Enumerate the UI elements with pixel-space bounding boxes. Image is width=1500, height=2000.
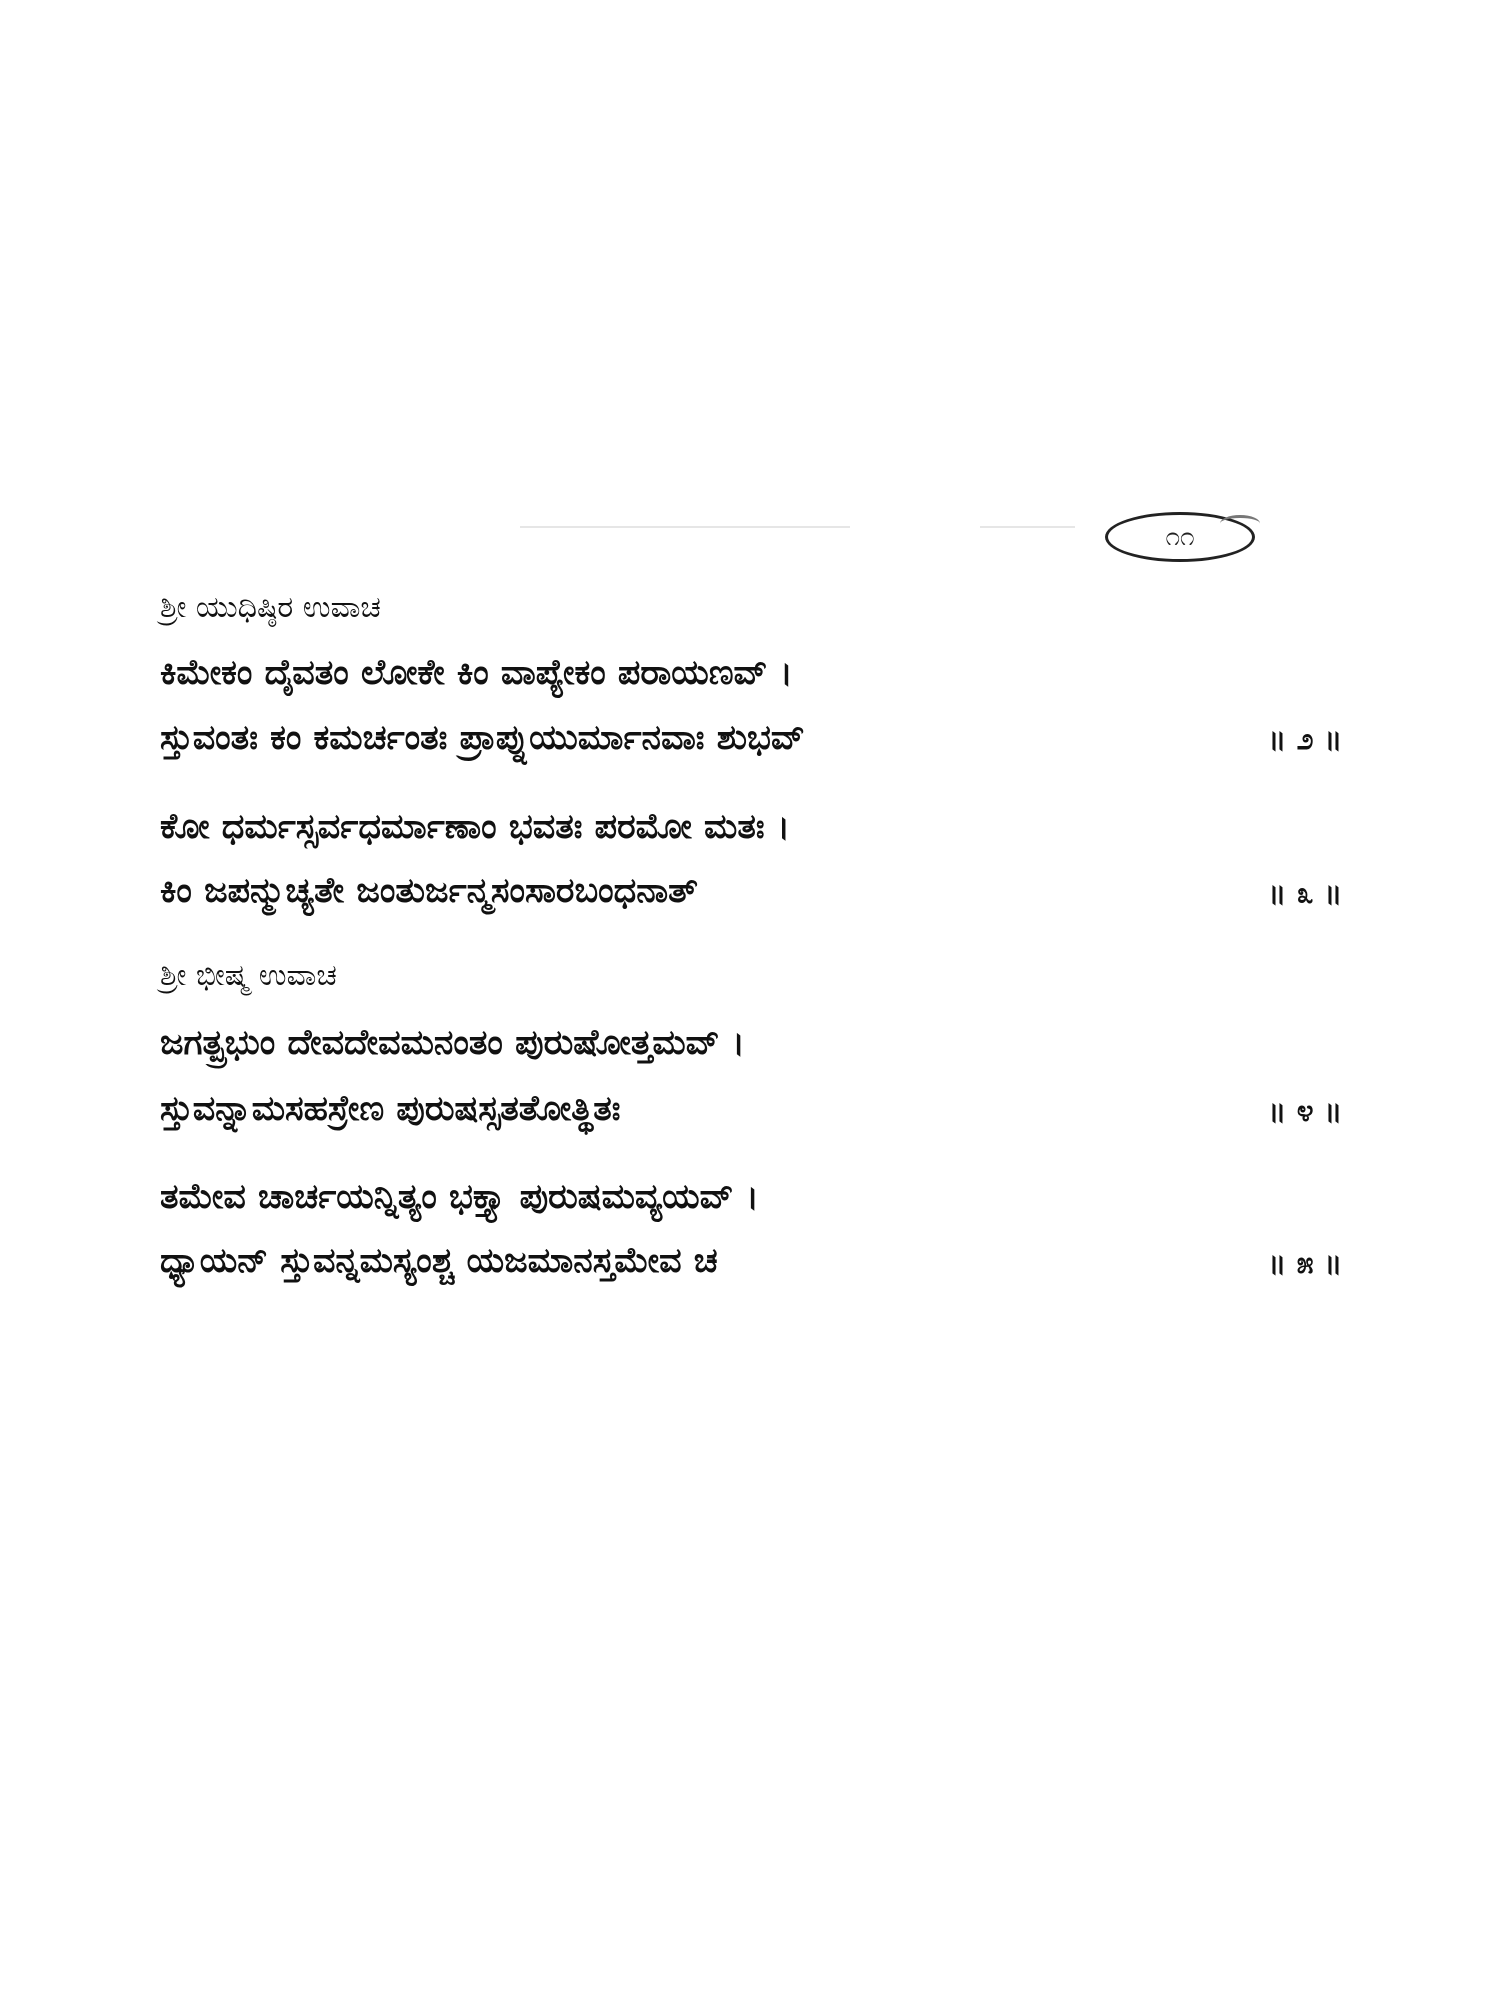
- page-number-text: ೧೧: [1165, 521, 1195, 552]
- verse-4-line-1: ಜಗತ್ಪ್ರಭುಂ ದೇವದೇವಮನಂತಂ ಪುರುಷೋತ್ತಮವ್ ।: [160, 1023, 745, 1063]
- verse-5-line-2: ಧ್ಯಾಯನ್ ಸ್ತುವನ್ನಮಸ್ಯಂಶ್ಚ ಯಜಮಾನಸ್ತಮೇವ ಚ: [160, 1241, 718, 1281]
- speaker-heading-bhishma: ಶ್ರೀ ಭೀಷ್ಮ ಉವಾಚ: [160, 958, 337, 993]
- verse-3-line-2: ಕಿಂ ಜಪನ್ಮುಚ್ಯತೇ ಜಂತುರ್ಜನ್ಮಸಂಸಾರಬಂಧನಾತ್: [160, 871, 698, 911]
- verse-3-line-1: ಕೋ ಧರ್ಮಸ್ಸರ್ವಧರ್ಮಾಣಾಂ ಭವತಃ ಪರಮೋ ಮತಃ ।: [160, 807, 791, 847]
- scan-smudge-line: [520, 526, 850, 528]
- speaker-heading-yudhishthira: ಶ್ರೀ ಯುಧಿಷ್ಠಿರ ಉವಾಚ: [160, 590, 381, 625]
- verse-4-line-2: ಸ್ತುವನ್ನಾಮಸಹಸ್ರೇಣ ಪುರುಷಸ್ಸತತೋತ್ಥಿತಃ: [160, 1089, 621, 1129]
- scan-smudge-line: [980, 526, 1075, 528]
- page-number-flourish: [1220, 515, 1260, 532]
- verse-5-number: ॥ ೫ ॥: [1268, 1246, 1343, 1281]
- verse-2-line-2: ಸ್ತುವಂತಃ ಕಂ ಕಮರ್ಚಂತಃ ಪ್ರಾಪ್ನುಯುರ್ಮಾನವಾಃ ಶುಭವ್: [160, 718, 805, 758]
- verse-4-number: ॥ ೪ ॥: [1268, 1094, 1343, 1129]
- verse-3-number: ॥ ೩ ॥: [1268, 876, 1343, 911]
- verse-2-line-1: ಕಿಮೇಕಂ ದೈವತಂ ಲೋಕೇ ಕಿಂ ವಾಪ್ಯೇಕಂ ಪರಾಯಣವ್ ।: [160, 653, 793, 693]
- verse-5-line-1: ತಮೇವ ಚಾರ್ಚಯನ್ನಿತ್ಯಂ ಭಕ್ತ್ಯಾ ಪುರುಷಮವ್ಯಯವ್ ।: [160, 1177, 759, 1217]
- verse-2-number: ॥ ೨ ॥: [1268, 722, 1343, 757]
